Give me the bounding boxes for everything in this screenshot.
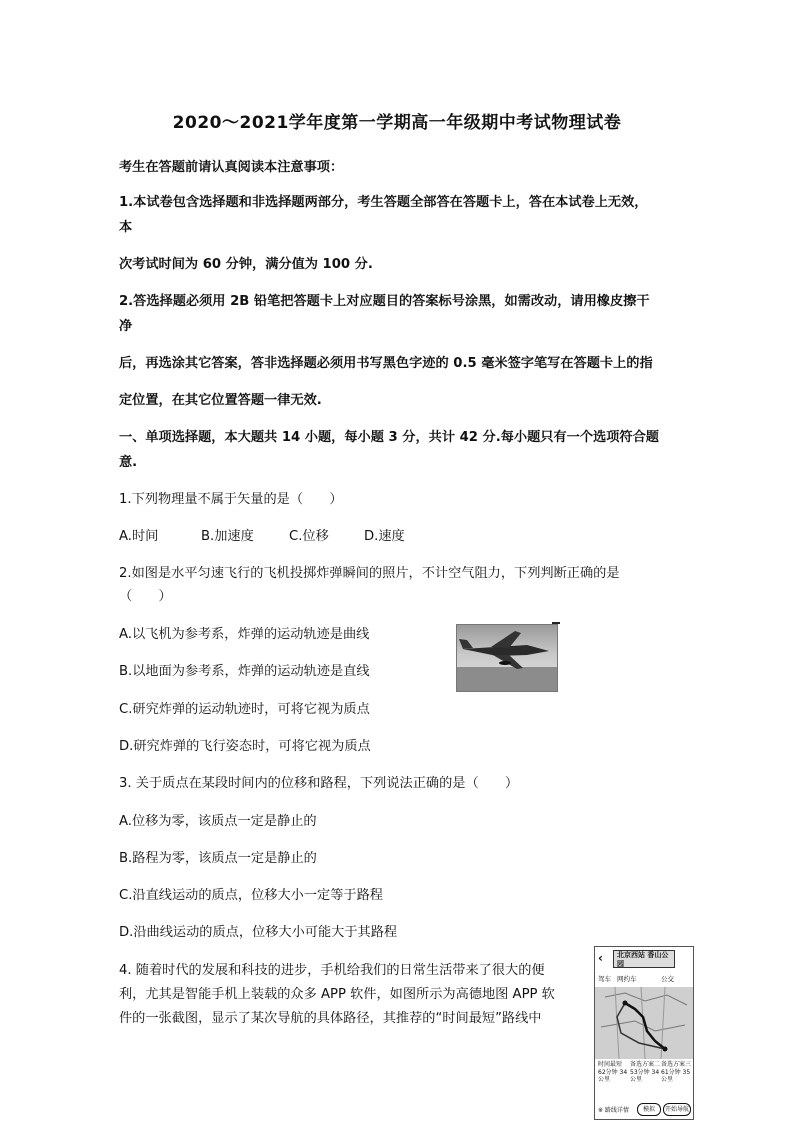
back-arrow-icon: ‹ <box>598 951 603 965</box>
q3-option-d: D.沿曲线运动的质点，位移大小可能大于其路程 <box>119 925 398 940</box>
notice-item1-line1: 1.本试卷包含选择题和非选择题两部分，考生答题全部答在答题卡上，答在本试卷上无效， <box>119 195 648 210</box>
q3-option-c: C.沿直线运动的质点，位移大小一定等于路程 <box>119 888 383 903</box>
photo-corner-mark <box>552 622 560 624</box>
q1-option-a: A.时间 <box>119 529 159 544</box>
q1-option-c: C.位移 <box>289 529 329 544</box>
route-details-link: ※ 路线详情 <box>598 1107 629 1114</box>
q3-option-b: B.路程为零，该质点一定是静止的 <box>119 851 317 866</box>
travel-modes <box>595 973 693 985</box>
notice-item1-line3: 次考试时间为 60 分钟，满分值为 100 分. <box>119 257 373 272</box>
start-navigation-button: 开始导航 <box>663 1103 691 1116</box>
notice-heading: 考生在答题前请认真阅读本注意事项： <box>119 160 344 175</box>
page-title: 2020～2021学年度第一学期高一年级期中考试物理试卷 <box>172 113 622 133</box>
q2-stem-line1: 2.如图是水平匀速飞行的飞机投掷炸弹瞬间的照片，不计空气阻力，下列判断正确的是 <box>119 566 620 581</box>
simulate-button: 模拟 <box>637 1103 661 1116</box>
q1-option-d: D.速度 <box>364 529 405 544</box>
notice-item2-line1: 2.答选择题必须用 2B 铅笔把答题卡上对应题目的答案标号涂黑，如需改动，请用橡皮擦干 <box>119 294 650 309</box>
q4-line3: 件的一张截图，显示了某次导航的具体路径，其推荐的“时间最短”路线中 <box>119 1011 542 1026</box>
map-app-header <box>595 947 693 971</box>
mode-drive: 驾车 <box>598 975 611 983</box>
q2-option-d: D.研究炸弹的飞行姿态时，可将它视为质点 <box>119 739 371 754</box>
q2-option-a: A.以飞机为参考系，炸弹的运动轨迹是曲线 <box>119 627 370 642</box>
q4-line2: 利，尤其是智能手机上装载的众多 APP 软件，如图所示为高德地图 APP 软 <box>119 987 555 1002</box>
section1-heading-line2: 意. <box>119 455 138 470</box>
mode-ride: 网约车 <box>617 975 637 983</box>
q4-line1: 4. 随着时代的发展和科技的进步，手机给我们的日常生活带来了很大的便 <box>119 963 545 978</box>
destination-box: 北京西站 香山公园 <box>613 950 675 968</box>
notice-item2-line3: 后，再选涂其它答案，答非选择题必须用书写黑色字迹的 0.5 毫米签字笔写在答题卡上的指 <box>119 356 653 371</box>
route-option-3: 备选方案三 61分钟 35公里 <box>661 1061 692 1083</box>
section1-heading-line1: 一、单项选择题，本大题共 14 小题，每小题 3 分，共计 42 分.每小题只有一个选项符合题 <box>119 430 659 445</box>
notice-item2-line2: 净 <box>119 319 133 334</box>
notice-item2-line4: 定位置，在其它位置答题一律无效. <box>119 393 322 408</box>
route-options <box>595 1059 693 1099</box>
notice-item1-line2: 本 <box>119 220 133 235</box>
route-option-2: 备选方案二 53分钟 34公里 <box>630 1061 661 1083</box>
q1-stem: 1.下列物理量不属于矢量的是（ ） <box>119 492 343 507</box>
q2-stem-line2: （ ） <box>119 589 172 604</box>
q2-option-b: B.以地面为参考系，炸弹的运动轨迹是直线 <box>119 664 370 679</box>
route-option-1: 时间最短 62分钟 34公里 <box>598 1061 628 1083</box>
route-map <box>595 987 693 1059</box>
q1-option-b: B.加速度 <box>201 529 254 544</box>
q3-stem: 3. 关于质点在某段时间内的位移和路程，下列说法正确的是（ ） <box>119 776 519 791</box>
q2-option-c: C.研究炸弹的运动轨迹时，可将它视为质点 <box>119 702 370 717</box>
mode-transit: 公交 <box>661 975 674 983</box>
q3-option-a: A.位移为零，该质点一定是静止的 <box>119 814 317 829</box>
map-app-screenshot <box>594 946 694 1120</box>
bomber-photo <box>456 624 558 692</box>
jet-icon <box>457 625 557 691</box>
map-app-footer <box>595 1099 693 1119</box>
route-map-graphic <box>595 987 693 1059</box>
